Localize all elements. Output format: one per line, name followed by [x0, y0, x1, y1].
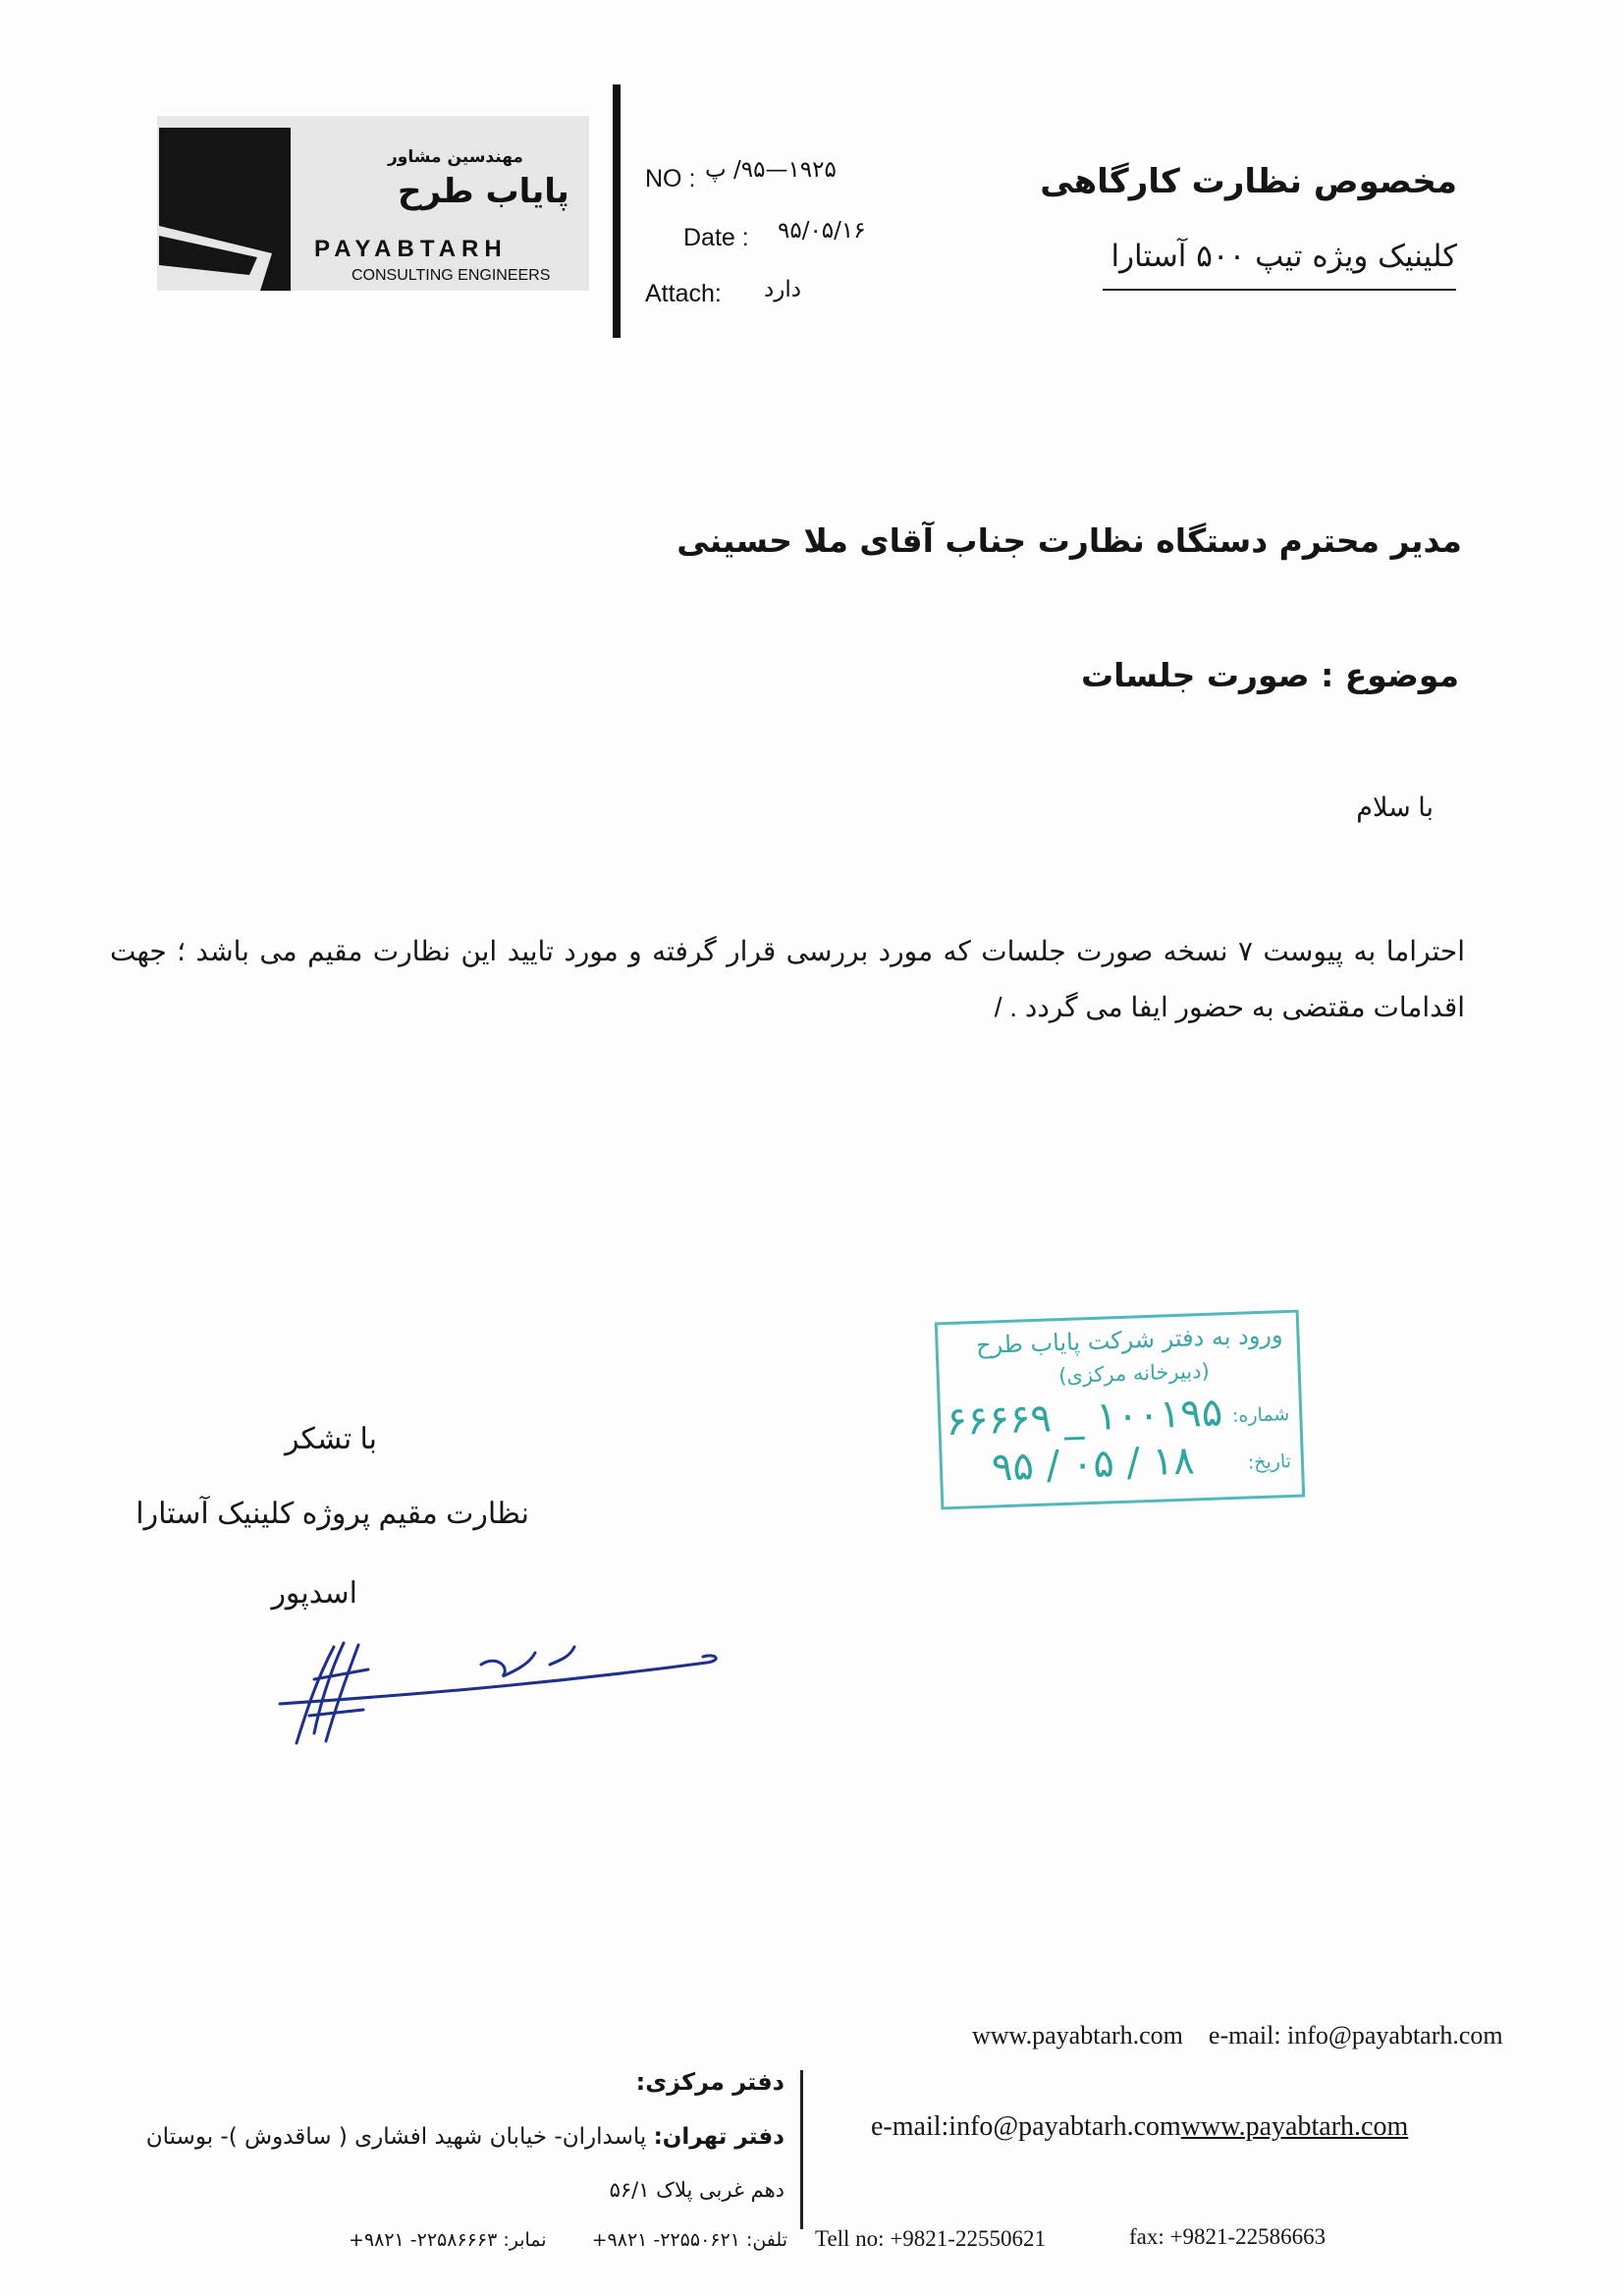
footer-email-link-2[interactable]: e-mail:info@payabtarh.com [871, 2111, 1181, 2142]
letter-body: احتراما به پیوست ۷ نسخه صورت جلسات که مورد بررسی قرار گرفته و مورد تایید این نظارت مقیم می باشد ؛ جهت اقدامات مقتضی به حضور ایفا می گردد . / [110, 936, 1465, 1023]
footer-fax: fax: +9821-22586663 [1129, 2224, 1326, 2249]
office-address-text: پاسداران- خیابان شهید افشاری ( ساقدوش )- بوستان [145, 2124, 647, 2150]
footer-website-link-2[interactable]: www.payabtarh.com [1180, 2111, 1409, 2142]
attach-label: Attach: [645, 280, 722, 307]
footer-contact-line [972, 2021, 1503, 2050]
footer-contact-line-2 [871, 2111, 1408, 2143]
stamp-number-label: شماره: [1231, 1402, 1290, 1427]
office-fax: نمابر: ۲۲۵۸۶۶۶۳- ۹۸۲۱+ [348, 2229, 547, 2251]
closing: با تشکر [284, 1423, 377, 1455]
header-project: کلینیک ویژه تیپ ۵۰۰ آستارا [1110, 239, 1457, 274]
subject-line: موضوع : صورت جلسات [1080, 656, 1459, 694]
office-address-line-2: دهم غربی پلاک ۵۶/۱ [609, 2178, 785, 2202]
no-value: ۱۹۲۵—۹۵/ پ [705, 157, 837, 183]
office-phones [309, 2229, 787, 2251]
logo-english-subtitle: CONSULTING ENGINEERS [352, 267, 551, 284]
handwritten-signature [275, 1625, 727, 1753]
header-divider [613, 84, 621, 338]
date-value: ۹۵/۰۵/۱۶ [778, 218, 866, 244]
footer-email-link[interactable]: e-mail: info@payabtarh.com [1208, 2021, 1503, 2050]
logo-persian-name: پایاب طرح [398, 172, 569, 211]
header-title: مخصوص نظارت کارگاهی [1040, 162, 1457, 201]
logo-persian-subtitle: مهندسین مشاور [388, 147, 523, 167]
stamp-number-value: ۶۶۶۶۹ _ ۱۰۰۱۹۵ [945, 1390, 1223, 1446]
signer-role: نظارت مقیم پروژه کلینیک آستارا [135, 1498, 529, 1530]
no-label: NO : [645, 165, 696, 192]
office-address-line-1 [146, 2124, 785, 2150]
attach-value: دارد [764, 277, 801, 302]
header-underline [1103, 289, 1456, 291]
office-city: دفتر تهران: [653, 2124, 785, 2150]
stamp-title: ورود به دفتر شرکت پایاب طرح [975, 1321, 1283, 1360]
office-title: دفتر مرکزی: [635, 2068, 785, 2096]
receipt-stamp [935, 1310, 1305, 1510]
payabtarh-logo-mark [159, 128, 291, 291]
office-tel: تلفن: ۲۲۵۵۰۶۲۱- ۹۸۲۱+ [591, 2229, 787, 2251]
signer-name: اسدپور [271, 1577, 357, 1610]
footer-website-link[interactable]: www.payabtarh.com [972, 2021, 1183, 2050]
footer-divider [800, 2070, 803, 2229]
date-label: Date : [683, 224, 749, 251]
recipient-line: مدیر محترم دستگاه نظارت جناب آقای ملا حسینی [677, 521, 1462, 560]
stamp-date-label: تاریخ: [1247, 1449, 1292, 1474]
logo-english-name: PAYABTARH [314, 236, 508, 262]
stamp-date-value: ۹۵ / ۰۵ / ۱۸ [991, 1438, 1196, 1491]
stamp-subtitle: (دبیرخانه مرکزی) [1057, 1358, 1211, 1389]
footer-tel: Tell no: +9821-22550621 [815, 2226, 1046, 2251]
greeting: با سلام [1356, 793, 1434, 822]
